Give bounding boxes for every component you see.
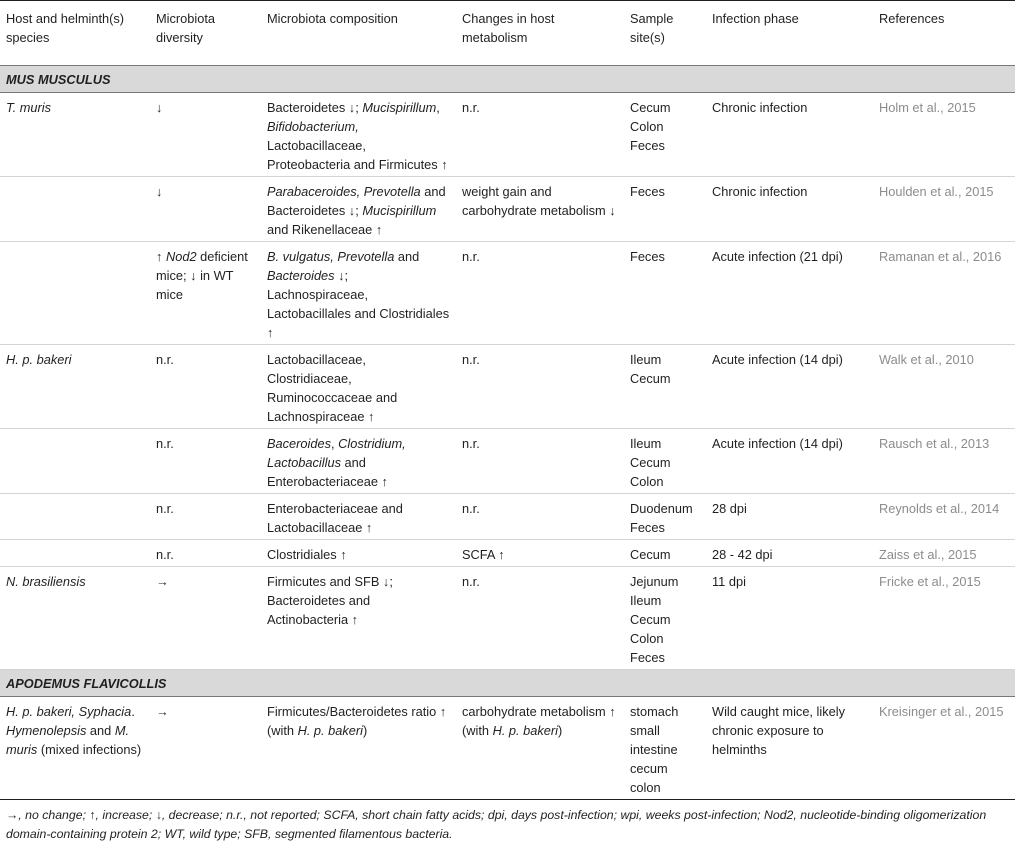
header-site: Sample site(s) xyxy=(630,11,674,45)
diversity-cell: → xyxy=(150,567,261,670)
section-header xyxy=(0,66,1015,93)
diversity-cell: → xyxy=(150,697,261,800)
header-composition: Microbiota composition xyxy=(267,11,398,26)
diversity-cell: n.r. xyxy=(150,540,261,567)
metabolism-cell: weight gain and carbohydrate metabolism ↓ xyxy=(456,177,624,242)
phase-cell: Acute infection (14 dpi) xyxy=(706,429,873,494)
reference-cell: Fricke et al., 2015 xyxy=(873,567,1015,670)
host-cell xyxy=(0,177,150,242)
metabolism-cell: n.r. xyxy=(456,429,624,494)
host-cell xyxy=(0,429,150,494)
table-row xyxy=(0,494,1015,540)
table-footnote: →, no change; ↑, increase; ↓, decrease; n.r., not reported; SCFA, short chain fatty acids; dpi, days post-infection; wpi, weeks post-infection; Nod2, nucleotide-binding oligomerization domain-containing protein 2; WT, wild type; SFB, segmented filamentous bacteria. xyxy=(6,808,987,841)
section-title: APODEMUS FLAVICOLLIS xyxy=(0,670,1015,697)
metabolism-cell: n.r. xyxy=(456,242,624,345)
phase-cell: 11 dpi xyxy=(706,567,873,670)
phase-cell: 28 - 42 dpi xyxy=(706,540,873,567)
reference-cell: Ramanan et al., 2016 xyxy=(873,242,1015,345)
host-cell: N. brasiliensis xyxy=(0,567,150,670)
diversity-cell: ↓ xyxy=(150,177,261,242)
site-cell: Feces xyxy=(624,177,706,242)
metabolism-cell: n.r. xyxy=(456,494,624,540)
composition-cell: Enterobacteriaceae and Lactobacillaceae ↑ xyxy=(261,494,456,540)
site-cell: Jejunum Ileum Cecum Colon Feces xyxy=(624,567,706,670)
header-references: References xyxy=(879,11,945,26)
site-cell: stomach small intestine cecum colon xyxy=(624,697,706,800)
header-host: Host and helminth(s) species xyxy=(6,11,125,45)
metabolism-cell: SCFA ↑ xyxy=(456,540,624,567)
section-title: MUS MUSCULUS xyxy=(0,66,1015,93)
composition-cell: B. vulgatus, Prevotella and Bacteroides ↓; Lachnospiraceae, Lactobacillales and Clostridiales ↑ xyxy=(261,242,456,345)
host-cell xyxy=(0,242,150,345)
composition-cell: Parabaceroides, Prevotella and Bacteroidetes ↓; Mucispirillum and Rikenellaceae ↑ xyxy=(261,177,456,242)
metabolism-cell: n.r. xyxy=(456,345,624,429)
table-row xyxy=(0,345,1015,429)
host-cell xyxy=(0,540,150,567)
composition-cell: Firmicutes and SFB ↓; Bacteroidetes and Actinobacteria ↑ xyxy=(261,567,456,670)
site-cell: Ileum Cecum xyxy=(624,345,706,429)
site-cell: Cecum Colon Feces xyxy=(624,93,706,177)
reference-cell: Zaiss et al., 2015 xyxy=(873,540,1015,567)
host-cell: H. p. bakeri xyxy=(0,345,150,429)
site-cell: Feces xyxy=(624,242,706,345)
table-row xyxy=(0,567,1015,670)
composition-cell: Bacteroidetes ↓; Mucispirillum, Bifidobacterium, Lactobacillaceae, Proteobacteria and Firmicutes ↑ xyxy=(261,93,456,177)
reference-cell: Kreisinger et al., 2015 xyxy=(873,697,1015,800)
section-header xyxy=(0,670,1015,697)
reference-cell: Holm et al., 2015 xyxy=(873,93,1015,177)
diversity-cell: n.r. xyxy=(150,429,261,494)
header-row xyxy=(0,1,1015,66)
phase-cell: Chronic infection xyxy=(706,177,873,242)
header-diversity: Microbiota diversity xyxy=(156,11,216,45)
composition-cell: Lactobacillaceae, Clostridiaceae, Ruminococcaceae and Lachnospiraceae ↑ xyxy=(261,345,456,429)
composition-cell: Firmicutes/Bacteroidetes ratio ↑ (with H. p. bakeri) xyxy=(261,697,456,800)
table-body xyxy=(0,66,1015,800)
reference-cell: Reynolds et al., 2014 xyxy=(873,494,1015,540)
phase-cell: Chronic infection xyxy=(706,93,873,177)
diversity-cell: ↓ xyxy=(150,93,261,177)
metabolism-cell: n.r. xyxy=(456,93,624,177)
reference-cell: Rausch et al., 2013 xyxy=(873,429,1015,494)
composition-cell: Clostridiales ↑ xyxy=(261,540,456,567)
reference-cell: Houlden et al., 2015 xyxy=(873,177,1015,242)
table-row xyxy=(0,242,1015,345)
table-row xyxy=(0,540,1015,567)
phase-cell: 28 dpi xyxy=(706,494,873,540)
site-cell: Cecum xyxy=(624,540,706,567)
diversity-cell: n.r. xyxy=(150,494,261,540)
site-cell: Duodenum Feces xyxy=(624,494,706,540)
metabolism-cell: carbohydrate metabolism ↑ (with H. p. bakeri) xyxy=(456,697,624,800)
diversity-cell: n.r. xyxy=(150,345,261,429)
host-cell: T. muris xyxy=(0,93,150,177)
table-row xyxy=(0,177,1015,242)
diversity-cell: ↑ Nod2 deficient mice; ↓ in WT mice xyxy=(150,242,261,345)
host-cell xyxy=(0,494,150,540)
site-cell: Ileum Cecum Colon xyxy=(624,429,706,494)
phase-cell: Wild caught mice, likely chronic exposure to helminths xyxy=(706,697,873,800)
phase-cell: Acute infection (14 dpi) xyxy=(706,345,873,429)
header-phase: Infection phase xyxy=(712,11,799,26)
phase-cell: Acute infection (21 dpi) xyxy=(706,242,873,345)
table-row xyxy=(0,93,1015,177)
host-cell: H. p. bakeri, Syphacia. Hymenolepsis and M. muris (mixed infections) xyxy=(0,697,150,800)
metabolism-cell: n.r. xyxy=(456,567,624,670)
composition-cell: Baceroides, Clostridium, Lactobacillus and Enterobacteriaceae ↑ xyxy=(261,429,456,494)
table-row xyxy=(0,429,1015,494)
table-row xyxy=(0,697,1015,800)
header-metabolism: Changes in host metabolism xyxy=(462,11,555,45)
reference-cell: Walk et al., 2010 xyxy=(873,345,1015,429)
